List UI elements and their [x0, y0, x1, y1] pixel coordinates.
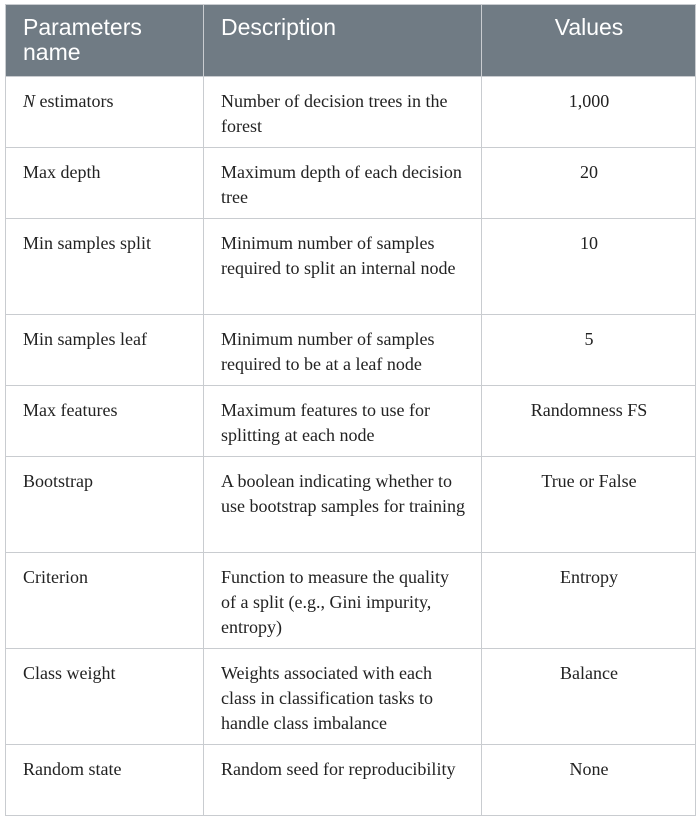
param-name-cell: Random state — [6, 745, 204, 816]
value-cell: 10 — [482, 219, 696, 315]
value-cell: Randomness FS — [482, 386, 696, 457]
param-name-cell — [6, 77, 204, 148]
value-cell: None — [482, 745, 696, 816]
param-name: estimators — [35, 91, 114, 111]
table-row — [6, 457, 696, 553]
description-cell: Weights associated with each class in classification tasks to handle class imbalance — [204, 649, 482, 745]
value-cell: Entropy — [482, 553, 696, 649]
table-row — [6, 77, 696, 148]
param-name-cell: Max features — [6, 386, 204, 457]
table-row — [6, 219, 696, 315]
table-row — [6, 553, 696, 649]
description-cell: Random seed for reproducibility — [204, 745, 482, 816]
value-cell: Balance — [482, 649, 696, 745]
description-cell: Minimum number of samples required to split an internal node — [204, 219, 482, 315]
parameters-table — [5, 4, 696, 816]
table-row — [6, 745, 696, 816]
value-cell: 5 — [482, 315, 696, 386]
header-description: Description — [204, 5, 482, 77]
table-header — [6, 5, 696, 77]
param-name-cell: Bootstrap — [6, 457, 204, 553]
description-cell: Function to measure the quality of a split (e.g., Gini impurity, entropy) — [204, 553, 482, 649]
param-name-italic-prefix: N — [23, 91, 36, 111]
description-cell: Maximum features to use for splitting at each node — [204, 386, 482, 457]
value-cell: 20 — [482, 148, 696, 219]
header-values: Values — [482, 5, 696, 77]
value-cell: True or False — [482, 457, 696, 553]
table-row — [6, 315, 696, 386]
header-parameters-name: Parameters name — [6, 5, 204, 77]
param-name-cell: Class weight — [6, 649, 204, 745]
header-row — [6, 5, 696, 77]
param-name-cell: Max depth — [6, 148, 204, 219]
param-name-cell: Min samples leaf — [6, 315, 204, 386]
value-cell: 1,000 — [482, 77, 696, 148]
table-row — [6, 649, 696, 745]
table-row — [6, 386, 696, 457]
description-cell: A boolean indicating whether to use bootstrap samples for training — [204, 457, 482, 553]
param-name-cell: Criterion — [6, 553, 204, 649]
description-cell: Maximum depth of each decision tree — [204, 148, 482, 219]
table-row — [6, 148, 696, 219]
param-name-cell: Min samples split — [6, 219, 204, 315]
table-body — [6, 77, 696, 816]
description-cell: Number of decision trees in the forest — [204, 77, 482, 148]
description-cell: Minimum number of samples required to be at a leaf node — [204, 315, 482, 386]
